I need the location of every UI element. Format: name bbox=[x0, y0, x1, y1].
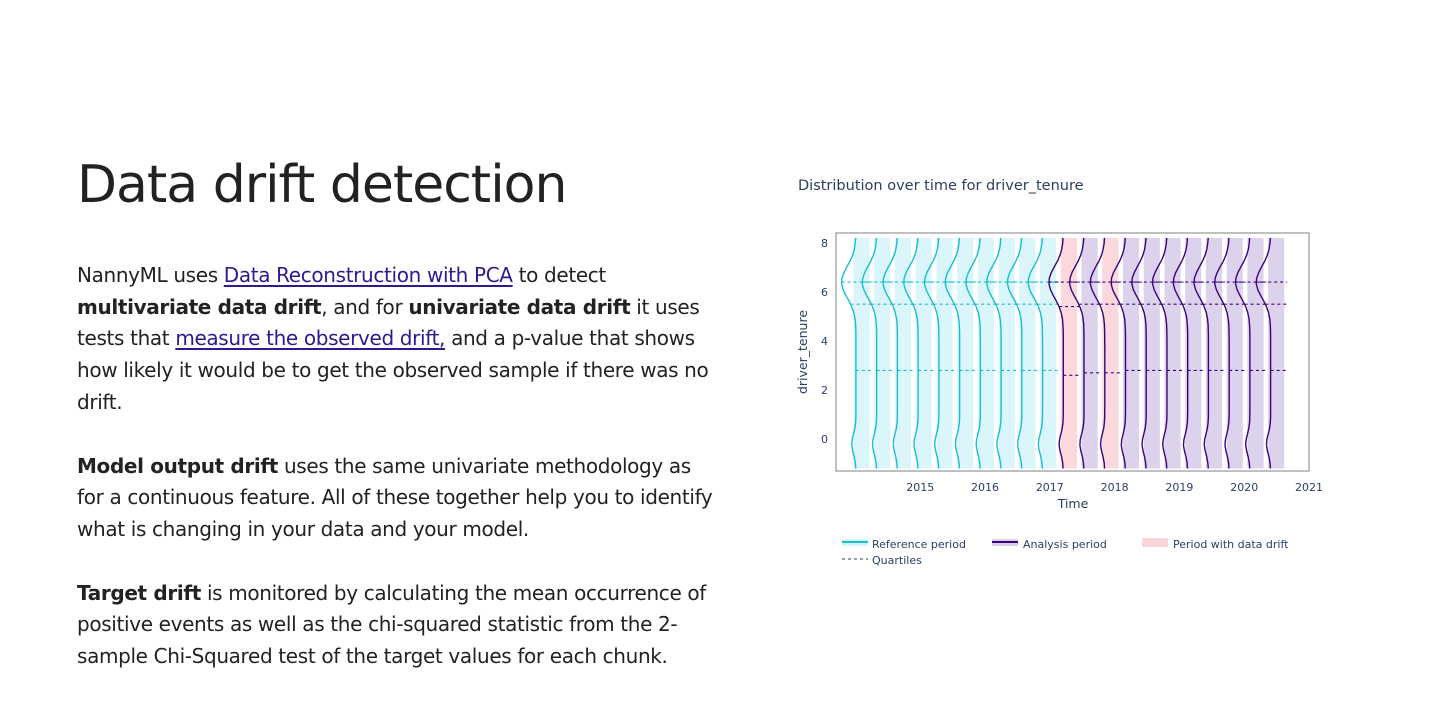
legend-label-reference: Reference period bbox=[872, 538, 966, 551]
page-title: Data drift detection bbox=[77, 155, 567, 215]
p3-bold: Target drift bbox=[77, 580, 201, 605]
legend-swatch-drift bbox=[1142, 538, 1168, 547]
x-tick-label: 2015 bbox=[906, 481, 935, 494]
p1-text-1: NannyML uses bbox=[77, 263, 224, 287]
pca-reconstruction-link[interactable]: Data Reconstruction with PCA bbox=[223, 263, 513, 287]
x-tick-label: 2018 bbox=[1100, 481, 1129, 494]
paragraph-target-drift bbox=[77, 578, 717, 673]
x-tick-label: 2020 bbox=[1230, 481, 1259, 494]
legend-item-analysis[interactable] bbox=[992, 538, 1107, 551]
p1-bold-multivariate: multivariate data drift bbox=[77, 294, 322, 319]
p1-text-3: , and for bbox=[321, 294, 409, 319]
legend bbox=[842, 538, 1289, 567]
p1-text-4: it uses tests that bbox=[77, 294, 700, 351]
legend-label-quartiles: Quartiles bbox=[872, 554, 922, 567]
legend-label-drift: Period with data drift bbox=[1173, 538, 1289, 551]
p2-bold: Model output drift bbox=[77, 453, 278, 478]
legend-label-analysis: Analysis period bbox=[1023, 538, 1107, 551]
y-tick-label: 4 bbox=[821, 334, 828, 348]
y-tick-label: 8 bbox=[821, 236, 828, 250]
chart-title: Distribution over time for driver_tenure bbox=[798, 178, 1084, 194]
paragraph-model-output bbox=[77, 451, 717, 546]
p1-bold-univariate: univariate data drift bbox=[408, 294, 631, 319]
x-tick-label: 2016 bbox=[971, 481, 1000, 494]
y-axis-label: driver_tenure bbox=[795, 309, 810, 395]
x-tick-label: 2019 bbox=[1165, 481, 1194, 494]
chart-container bbox=[780, 160, 1340, 590]
x-tick-label: 2017 bbox=[1035, 481, 1064, 494]
text-column bbox=[77, 150, 717, 705]
x-ticks bbox=[906, 481, 1323, 494]
p3-text: is monitored by calculating the mean occurrence of positive events as well as the chi-squared statistic from the 2-sample Chi-Squared test of the target values for each chunk. bbox=[77, 580, 706, 669]
p1-text-5: and a p-value that shows how likely it would be to get the observed sample if there was no drift. bbox=[77, 326, 709, 414]
paragraph-univariate bbox=[77, 260, 717, 419]
y-tick-label: 2 bbox=[821, 384, 828, 398]
y-tick-label: 6 bbox=[821, 285, 828, 299]
x-axis-label: Time bbox=[1057, 496, 1089, 511]
legend-item-quartiles[interactable] bbox=[842, 554, 922, 567]
y-tick-label: 0 bbox=[821, 433, 828, 447]
y-ticks bbox=[821, 237, 828, 446]
p2-text: uses the same univariate methodology as for a continuous feature. All of these together help you to identify what is changing in your data and your model. bbox=[77, 453, 713, 541]
p1-text-2: to detect bbox=[512, 263, 606, 287]
distribution-chart bbox=[780, 160, 1340, 590]
legend-item-drift[interactable] bbox=[1142, 538, 1289, 551]
observed-drift-link[interactable]: measure the observed drift, bbox=[175, 326, 446, 351]
legend-item-reference[interactable] bbox=[842, 538, 966, 551]
x-tick-label: 2021 bbox=[1295, 481, 1323, 494]
